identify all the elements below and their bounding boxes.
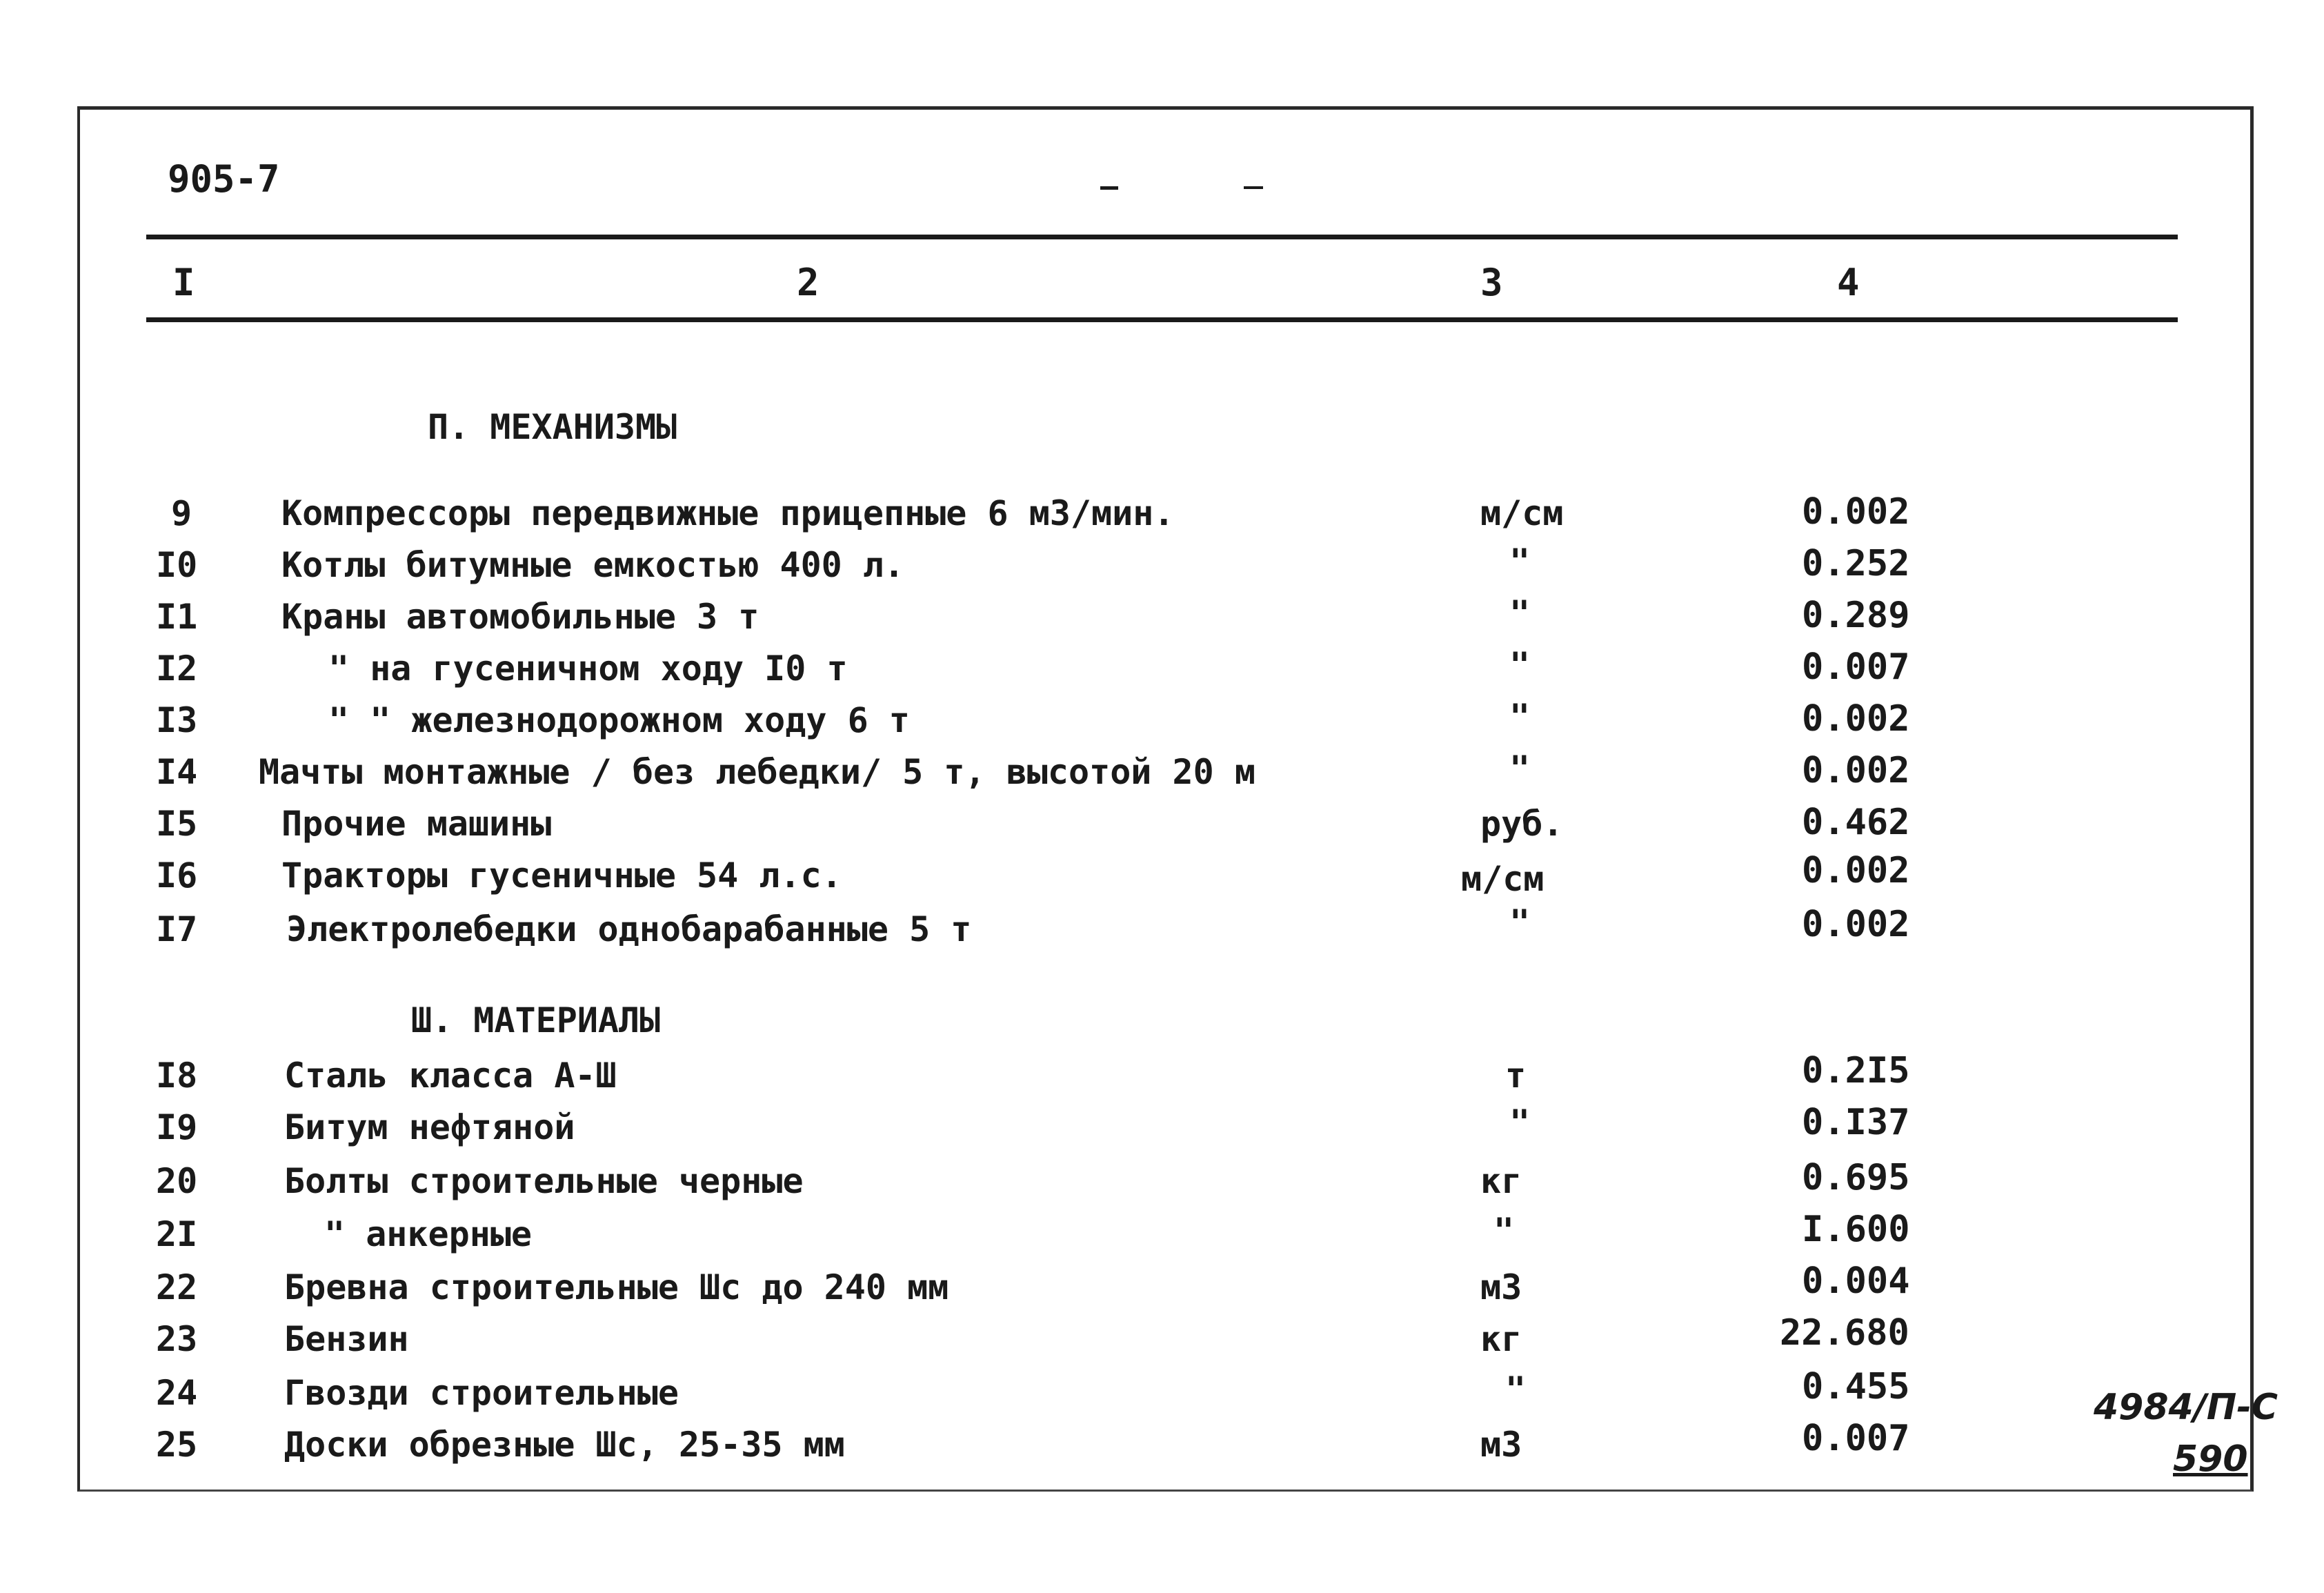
row-value: 0.007 (1802, 646, 1910, 688)
row-name: Краны автомобильные 3 т (281, 597, 759, 637)
row-number: 9 (171, 493, 192, 533)
row-name: Электролебедки однобарабанные 5 т (286, 909, 972, 949)
row-value: 0.002 (1802, 698, 1910, 740)
row-value: 0.462 (1802, 802, 1910, 843)
row-name: Доски обрезные Шс, 25-35 мм (284, 1425, 845, 1465)
document-code: 905-7 (168, 157, 280, 201)
row-value: 0.002 (1802, 904, 1910, 945)
row-value: 0.004 (1802, 1260, 1910, 1302)
column-header-4: 4 (1837, 261, 1860, 304)
row-value: 22.680 (1780, 1312, 1909, 1354)
section-title-mechanisms: П. МЕХАНИЗМЫ (428, 407, 677, 447)
row-unit: кг (1480, 1319, 1522, 1359)
row-name: Битум нефтяной (284, 1107, 575, 1147)
row-number: 20 (156, 1161, 198, 1201)
row-number: 24 (156, 1373, 198, 1413)
row-number: 22 (156, 1267, 198, 1307)
row-number: I5 (156, 804, 198, 844)
row-unit: " (1509, 749, 1531, 789)
row-unit: м/см (1480, 493, 1564, 533)
row-unit: м3 (1480, 1425, 1522, 1465)
column-header-3: 3 (1480, 261, 1503, 304)
row-unit: " (1509, 1102, 1531, 1142)
row-value: I.600 (1802, 1209, 1910, 1250)
row-name: Мачты монтажные / без лебедки/ 5 т, высотой 20 м (259, 752, 1255, 792)
row-name: Бревна строительные Шс до 240 мм (284, 1267, 949, 1307)
row-name: Болты строительные черные (284, 1161, 804, 1201)
row-unit: " (1509, 902, 1531, 942)
row-name: " " железнодорожном ходу 6 т (328, 700, 910, 740)
row-number: 25 (156, 1425, 198, 1465)
row-unit: кг (1480, 1161, 1522, 1201)
row-value: 0.002 (1802, 750, 1910, 791)
row-value: 0.002 (1802, 850, 1910, 891)
row-unit: руб. (1480, 804, 1564, 844)
row-name: Бензин (284, 1319, 409, 1359)
row-unit: т (1505, 1056, 1527, 1096)
row-number: I8 (156, 1056, 198, 1096)
row-unit: м3 (1480, 1267, 1522, 1307)
row-unit: " (1509, 697, 1531, 737)
row-name: Прочие машины (281, 804, 552, 844)
row-number: I7 (156, 909, 198, 949)
row-unit: " (1509, 593, 1531, 633)
header-bottom-rule (146, 317, 2178, 322)
row-number: I4 (156, 752, 198, 792)
row-unit: " (1509, 645, 1531, 685)
row-value: 0.002 (1802, 491, 1910, 533)
row-value: 0.2I5 (1802, 1050, 1910, 1091)
row-name: " на гусеничном ходу I0 т (328, 649, 848, 689)
row-value: 0.455 (1802, 1366, 1910, 1407)
row-unit: " (1505, 1369, 1527, 1409)
row-number: I6 (156, 855, 198, 896)
header-dash-1 (1100, 186, 1118, 190)
row-name: Тракторы гусеничные 54 л.с. (281, 855, 842, 896)
row-name: Котлы битумные емкостью 400 л. (281, 545, 905, 585)
row-value: 0.007 (1802, 1418, 1910, 1459)
column-header-1: I (172, 261, 195, 304)
column-header-2: 2 (797, 261, 820, 304)
row-value: 0.289 (1802, 595, 1910, 636)
header-dash-2 (1244, 186, 1263, 189)
row-name: Гвозди строительные (284, 1373, 679, 1413)
row-number: I3 (156, 700, 198, 740)
archive-stamp-code: 4984/П-С (2094, 1387, 2278, 1428)
row-unit: " (1493, 1211, 1515, 1251)
row-number: 2I (156, 1214, 198, 1254)
row-name: Сталь класса А-Ш (284, 1056, 617, 1096)
row-unit: " (1509, 542, 1531, 582)
row-name: Компрессоры передвижные прицепные 6 м3/мин. (281, 493, 1175, 533)
row-number: I2 (156, 649, 198, 689)
row-value: 0.252 (1802, 543, 1910, 584)
row-value: 0.I37 (1802, 1102, 1910, 1143)
row-unit: м/см (1461, 859, 1545, 899)
row-number: I0 (156, 545, 198, 585)
row-name: " анкерные (324, 1214, 533, 1254)
row-number: I9 (156, 1107, 198, 1147)
row-value: 0.695 (1802, 1157, 1910, 1198)
row-number: I1 (156, 597, 198, 637)
header-top-rule (146, 235, 2178, 239)
row-number: 23 (156, 1319, 198, 1359)
section-title-materials: Ш. МАТЕРИАЛЫ (411, 1000, 661, 1040)
archive-stamp-page: 590 (2173, 1438, 2248, 1480)
